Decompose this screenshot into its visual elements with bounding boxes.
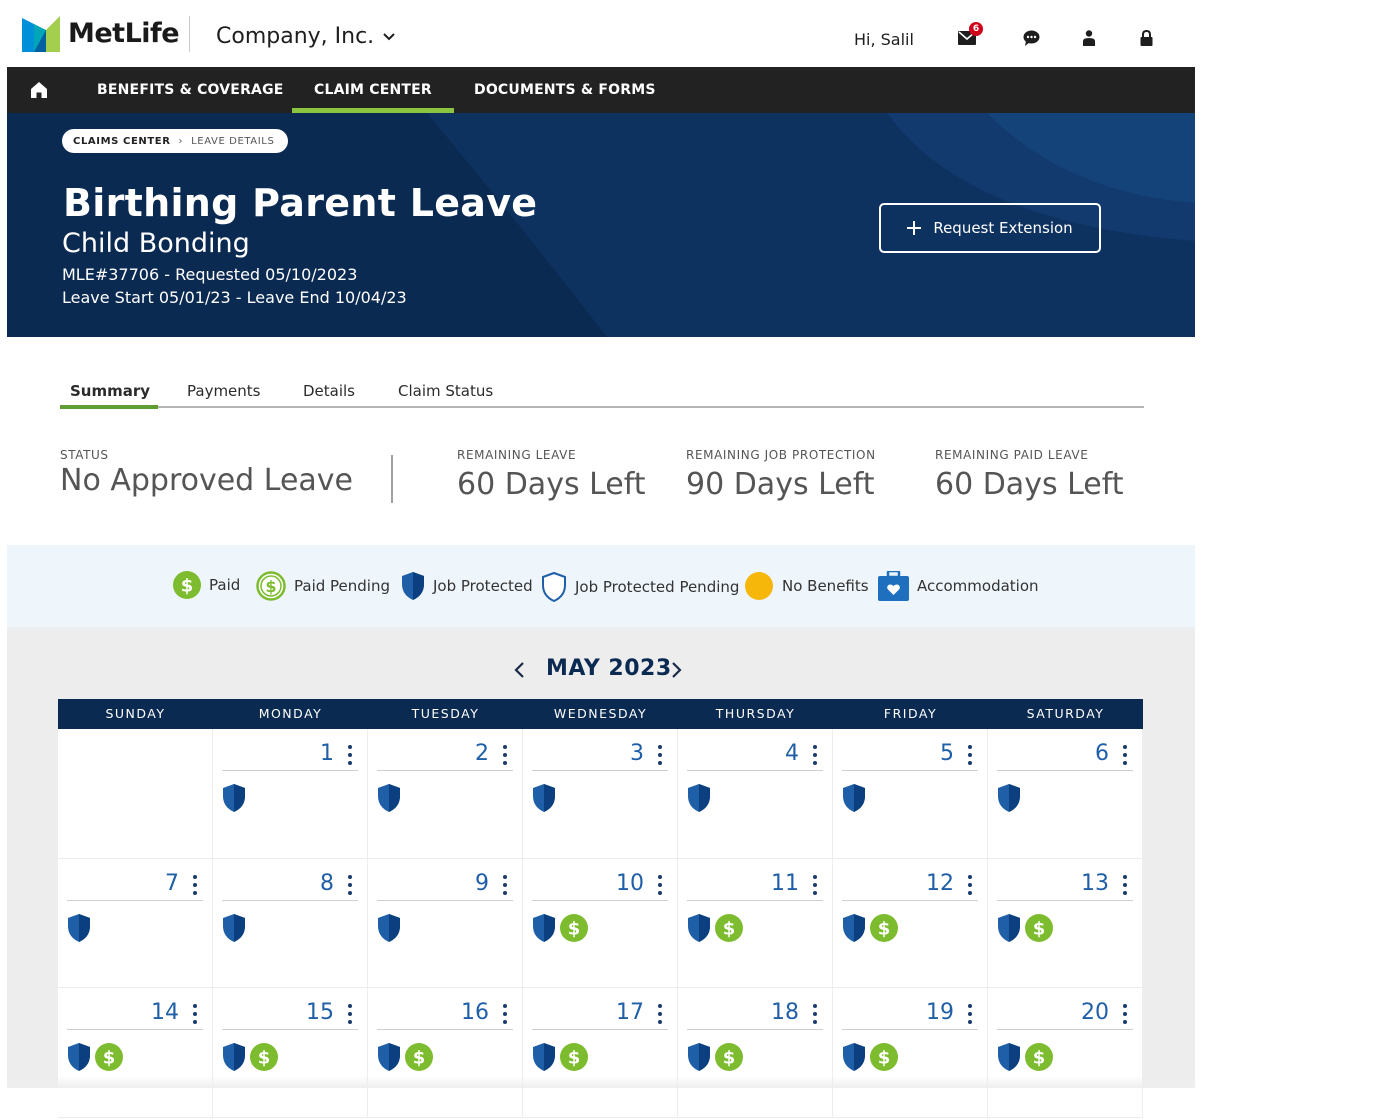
calendar-day-header [687, 998, 823, 1030]
weekday-sunday: SUNDAY [105, 706, 166, 721]
calendar-day-header [997, 998, 1133, 1030]
job-protected-icon [67, 1042, 91, 1072]
remaining-paid-leave-value: 60 Days Left [935, 467, 1124, 502]
weekday-thursday: THURSDAY [715, 706, 796, 721]
plus-icon [907, 221, 921, 235]
paid-icon [870, 1043, 898, 1071]
calendar-day-13[interactable] [988, 859, 1143, 989]
calendar-day-6[interactable] [988, 729, 1143, 859]
svg-text:$: $ [1032, 1047, 1046, 1069]
calendar-day-status-icons [67, 1042, 123, 1072]
paid-icon [95, 1043, 123, 1071]
calendar-day-number: 17 [616, 1000, 644, 1025]
calendar-day-header [842, 869, 978, 901]
nav-documents-forms[interactable]: DOCUMENTS & FORMS [474, 82, 656, 98]
calendar-day-16[interactable] [368, 988, 523, 1118]
calendar-day-number: 10 [616, 870, 644, 896]
company-selector[interactable] [216, 24, 396, 49]
calendar-day-status-icons [842, 1042, 898, 1072]
more-options-icon[interactable] [192, 875, 198, 895]
calendar-day-20[interactable] [988, 988, 1143, 1118]
svg-text:$: $ [877, 918, 891, 939]
calendar-grid [58, 699, 1143, 1086]
calendar-day-header [532, 998, 668, 1030]
more-options-icon[interactable] [967, 875, 973, 895]
prev-month-chevron-icon[interactable] [510, 658, 530, 682]
top-header [0, 0, 1400, 68]
calendar-day-status-icons [687, 913, 743, 943]
next-month-chevron-icon[interactable] [666, 658, 686, 682]
calendar-day-number: 12 [926, 870, 954, 896]
calendar-day-number: 1 [320, 741, 334, 766]
more-options-icon[interactable] [1122, 745, 1128, 765]
job-protected-icon [222, 1042, 246, 1072]
calendar-day-status-icons [532, 783, 556, 813]
job-protected-icon [67, 913, 91, 943]
svg-text:$: $ [1032, 918, 1046, 939]
brand-name: MetLife [68, 17, 180, 49]
more-options-icon[interactable] [502, 1004, 508, 1024]
job-protected-icon [377, 1042, 401, 1072]
more-options-icon[interactable] [1122, 1004, 1128, 1024]
legend-job-protected [401, 571, 533, 601]
calendar-day-header [997, 869, 1133, 901]
calendar-day-5[interactable] [833, 729, 988, 859]
metlife-logo-icon [22, 14, 60, 52]
calendar-day-14[interactable] [58, 988, 213, 1118]
tab-claim-status[interactable]: Claim Status [398, 382, 494, 400]
breadcrumb-leave-details: LEAVE DETAILS [191, 135, 275, 147]
svg-text:$: $ [877, 1047, 891, 1069]
job-protected-icon [401, 571, 425, 601]
calendar-day-header [222, 739, 358, 771]
chat-icon[interactable] [1021, 28, 1041, 48]
calendar-day-status-icons [377, 913, 401, 943]
more-options-icon[interactable] [967, 1004, 973, 1024]
calendar-day-header [222, 998, 358, 1030]
breadcrumb [62, 129, 288, 153]
remaining-job-protection-value: 90 Days Left [686, 467, 875, 502]
calendar-day-status-icons [67, 913, 91, 943]
calendar-day-status-icons [532, 1042, 588, 1072]
calendar-day-number: 16 [461, 1000, 489, 1025]
calendar-day-header [222, 869, 358, 901]
user-greeting: Hi, Salil [854, 30, 914, 49]
calendar-day-9[interactable] [368, 859, 523, 989]
calendar-day-status-icons [842, 913, 898, 943]
job-protected-icon [842, 913, 866, 943]
job-protected-icon [532, 913, 556, 943]
calendar-day-number: 19 [926, 1000, 954, 1025]
legend-job-protected-pending-label: Job Protected Pending [575, 578, 740, 596]
claim-hero-banner [7, 113, 1195, 337]
metlife-logo[interactable] [22, 14, 179, 52]
job-protected-icon [997, 1042, 1021, 1072]
main-nav [7, 67, 1195, 113]
calendar-day-status-icons [222, 1042, 278, 1072]
status-value: No Approved Leave [60, 463, 353, 498]
calendar-day-header [377, 998, 513, 1030]
calendar-day-number: 18 [771, 1000, 799, 1025]
calendar-legend [7, 545, 1195, 627]
svg-text:$: $ [257, 1047, 271, 1069]
claim-reference: MLE#37706 - Requested 05/10/2023 [62, 265, 358, 284]
job-protected-icon [997, 783, 1021, 813]
calendar-day-3[interactable] [523, 729, 678, 859]
calendar-days [58, 729, 1143, 1118]
more-options-icon[interactable] [347, 1004, 353, 1024]
calendar-day-10[interactable] [523, 859, 678, 989]
calendar-day-1[interactable] [213, 729, 368, 859]
legend-accommodation [878, 571, 1039, 601]
user-icon[interactable] [1079, 28, 1099, 48]
scroll-fade [7, 1076, 1195, 1088]
paid-icon [560, 914, 588, 942]
legend-job-protected-pending [541, 571, 739, 603]
more-options-icon[interactable] [1122, 875, 1128, 895]
svg-text:$: $ [567, 918, 581, 939]
job-protected-icon [532, 783, 556, 813]
more-options-icon[interactable] [812, 875, 818, 895]
summary-divider [391, 455, 393, 503]
calendar-day-header [532, 869, 668, 901]
calendar-day-4[interactable] [678, 729, 833, 859]
legend-paid-label: Paid [209, 576, 241, 594]
calendar-day-number: 6 [1095, 741, 1109, 766]
calendar-day-number: 4 [785, 741, 799, 766]
calendar-day-8[interactable] [213, 859, 368, 989]
job-protected-icon [532, 1042, 556, 1072]
calendar-day-17[interactable] [523, 988, 678, 1118]
no-benefits-icon [744, 571, 774, 601]
legend-accommodation-label: Accommodation [917, 577, 1039, 595]
calendar-day-header [842, 998, 978, 1030]
job-protected-icon [842, 783, 866, 813]
more-options-icon[interactable] [347, 745, 353, 765]
paid-pending-icon [256, 571, 286, 601]
svg-text:$: $ [722, 1047, 736, 1069]
more-options-icon[interactable] [347, 875, 353, 895]
calendar-day-header [842, 739, 978, 771]
more-options-icon[interactable] [502, 745, 508, 765]
breadcrumb-separator: › [178, 135, 184, 147]
calendar-day-header [67, 998, 203, 1030]
calendar-day-12[interactable] [833, 859, 988, 989]
tab-payments[interactable]: Payments [187, 382, 261, 400]
job-protected-icon [687, 783, 711, 813]
more-options-icon[interactable] [192, 1004, 198, 1024]
calendar-day-2[interactable] [368, 729, 523, 859]
svg-text:$: $ [567, 1047, 581, 1069]
calendar-day-header [377, 869, 513, 901]
home-icon[interactable] [29, 80, 49, 100]
more-options-icon[interactable] [657, 1004, 663, 1024]
calendar-day-header [687, 739, 823, 771]
calendar-day-number: 5 [940, 741, 954, 766]
calendar-weekday-header [58, 699, 1143, 729]
more-options-icon[interactable] [812, 745, 818, 765]
page-subtitle: Child Bonding [62, 228, 250, 259]
calendar-day-number: 20 [1081, 1000, 1109, 1025]
remaining-paid-leave-label: REMAINING PAID LEAVE [935, 448, 1089, 462]
calendar-day-status-icons [222, 783, 246, 813]
job-protected-icon [222, 783, 246, 813]
more-options-icon[interactable] [657, 745, 663, 765]
job-protected-icon [687, 1042, 711, 1072]
calendar-month-title: MAY 2023 [546, 656, 672, 681]
calendar-day-number: 9 [475, 870, 489, 896]
tab-bar [60, 378, 1144, 408]
calendar-day-status-icons [997, 1042, 1053, 1072]
calendar-day-number: 8 [320, 870, 334, 896]
paid-icon [250, 1043, 278, 1071]
calendar-day-19[interactable] [833, 988, 988, 1118]
job-protected-icon [222, 913, 246, 943]
notification-badge: 6 [969, 22, 983, 36]
paid-icon [715, 1043, 743, 1071]
calendar-day-status-icons [842, 783, 866, 813]
page-title: Birthing Parent Leave [63, 181, 538, 225]
paid-icon [1025, 914, 1053, 942]
paid-icon [560, 1043, 588, 1071]
breadcrumb-claims-center[interactable]: CLAIMS CENTER [73, 135, 171, 147]
remaining-leave-value: 60 Days Left [457, 467, 646, 502]
lock-icon[interactable] [1136, 28, 1156, 48]
nav-claim-center[interactable]: CLAIM CENTER [314, 67, 432, 113]
calendar-day-header [532, 739, 668, 771]
tab-summary[interactable]: Summary [70, 382, 151, 400]
job-protected-icon [997, 913, 1021, 943]
request-extension-label: Request Extension [933, 219, 1073, 237]
svg-text:$: $ [102, 1047, 116, 1069]
calendar-empty-cell [58, 729, 213, 859]
calendar-day-7[interactable] [58, 859, 213, 989]
weekday-monday: MONDAY [258, 706, 323, 721]
remaining-leave-label: REMAINING LEAVE [457, 448, 577, 462]
calendar-day-11[interactable] [678, 859, 833, 989]
calendar-day-number: 15 [306, 1000, 334, 1025]
job-protected-pending-icon [541, 571, 567, 603]
calendar-day-status-icons [997, 913, 1053, 943]
status-label: STATUS [60, 448, 109, 462]
weekday-tuesday: TUESDAY [411, 706, 480, 721]
calendar-day-number: 2 [475, 741, 489, 766]
company-name: Company, Inc. [216, 24, 375, 49]
legend-paid-pending-label: Paid Pending [294, 577, 390, 595]
calendar-day-status-icons [222, 913, 246, 943]
job-protected-icon [687, 913, 711, 943]
calendar-day-status-icons [687, 783, 711, 813]
remaining-job-protection-label: REMAINING JOB PROTECTION [686, 448, 876, 462]
svg-text:$: $ [265, 577, 277, 596]
calendar-day-status-icons [687, 1042, 743, 1072]
svg-text:$: $ [412, 1047, 426, 1069]
calendar-day-status-icons [997, 783, 1021, 813]
calendar-day-15[interactable] [213, 988, 368, 1118]
calendar-day-number: 7 [165, 870, 179, 896]
mail-icon[interactable] [957, 24, 980, 48]
more-options-icon[interactable] [967, 745, 973, 765]
calendar-day-number: 3 [630, 741, 644, 766]
header-divider [189, 16, 190, 52]
more-options-icon[interactable] [812, 1004, 818, 1024]
weekday-wednesday: WEDNESDAY [553, 706, 648, 721]
chevron-down-icon [382, 30, 396, 44]
more-options-icon[interactable] [657, 875, 663, 895]
paid-icon [173, 571, 201, 599]
calendar-day-header [687, 869, 823, 901]
weekday-saturday: SATURDAY [1026, 706, 1105, 721]
job-protected-icon [842, 1042, 866, 1072]
legend-paid-pending [256, 571, 390, 601]
calendar-day-18[interactable] [678, 988, 833, 1118]
legend-no-benefits-label: No Benefits [782, 577, 869, 595]
more-options-icon[interactable] [502, 875, 508, 895]
calendar-day-number: 11 [771, 870, 799, 896]
paid-icon [405, 1043, 433, 1071]
calendar-day-status-icons [377, 783, 401, 813]
tab-details[interactable]: Details [303, 382, 356, 400]
leave-dates: Leave Start 05/01/23 - Leave End 10/04/23 [62, 288, 407, 307]
paid-icon [1025, 1043, 1053, 1071]
calendar-day-number: 14 [151, 1000, 179, 1025]
paid-icon [870, 914, 898, 942]
weekday-friday: FRIDAY [883, 706, 938, 721]
job-protected-icon [377, 913, 401, 943]
calendar-day-status-icons [532, 913, 588, 943]
nav-benefits-coverage[interactable]: BENEFITS & COVERAGE [97, 82, 284, 98]
svg-text:$: $ [180, 575, 194, 597]
legend-paid [173, 571, 240, 599]
legend-no-benefits [744, 571, 869, 601]
calendar-day-header [377, 739, 513, 771]
paid-icon [715, 914, 743, 942]
job-protected-icon [377, 783, 401, 813]
calendar-day-header [997, 739, 1133, 771]
calendar-day-status-icons [377, 1042, 433, 1072]
svg-text:$: $ [722, 918, 736, 939]
request-extension-button[interactable] [879, 203, 1101, 253]
legend-job-protected-label: Job Protected [433, 577, 533, 595]
calendar-day-header [67, 869, 203, 901]
calendar-day-number: 13 [1081, 870, 1109, 896]
accommodation-icon [878, 571, 909, 601]
